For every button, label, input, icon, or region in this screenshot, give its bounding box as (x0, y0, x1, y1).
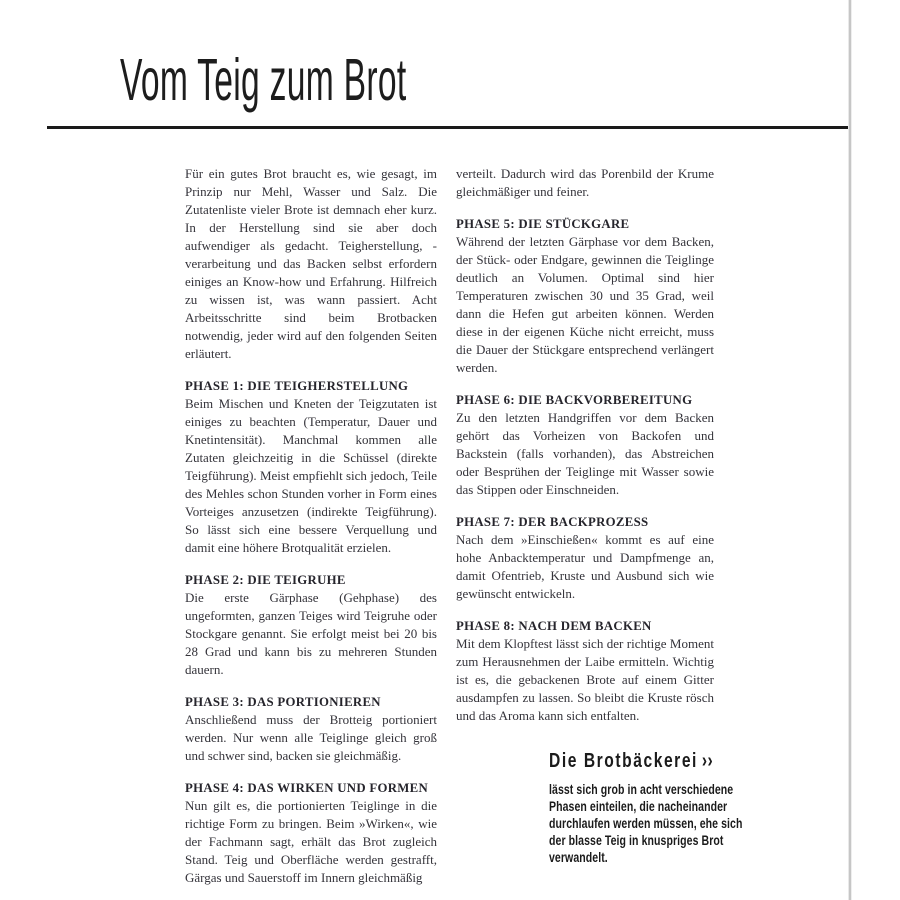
continuation-paragraph: verteilt. Dadurch wird das Porenbild der Krume gleichmäßiger und feiner. (456, 166, 714, 199)
phase-heading: PHASE 8: NACH DEM BACKEN (456, 619, 652, 633)
phase-body: Nach dem »Einschießen« kommt es auf eine hohe Anbacktemperatur und Dampfmenge an, damit Ofentrieb, Kruste und Ausbund sich wie gewünscht entwickeln. (456, 532, 714, 601)
page-edge-line (849, 0, 851, 900)
column-left (185, 165, 437, 887)
phase-heading: PHASE 3: DAS PORTIONIEREN (185, 695, 381, 709)
callout-inner (549, 749, 754, 866)
phase-heading: PHASE 6: DIE BACKVORBEREITUNG (456, 393, 693, 407)
phase-heading: PHASE 7: DER BACKPROZESS (456, 515, 649, 529)
text-columns (185, 165, 743, 887)
phase-heading: PHASE 1: DIE TEIGHERSTELLUNG (185, 379, 409, 393)
phase-section-1 (185, 377, 437, 557)
phase-section-3 (185, 693, 437, 765)
phase-body: Zu den letzten Handgriffen vor dem Backen gehört das Vorheizen von Backofen und Backstein (falls vorhanden), das Abstreichen oder Besprühen der Teiglinge mit Wasser sowie das Stippen oder Einschneiden. (456, 410, 714, 497)
callout-heading (549, 749, 754, 773)
callout-heading-text: Die Brotbäckerei (549, 750, 698, 772)
intro-paragraph: Für ein gutes Brot braucht es, wie gesagt, im Prinzip nur Mehl, Wasser und Salz. Die Zutatenliste vieler Brote ist demnach eher kurz. In der Herstellung sind sie aber doch aufwendiger als gedacht. Teigherstellung, -verarbeitung und das Backen selbst erfordern einiges an Know-how und Erfahrung. Hilfreich zu wissen ist, was wann passiert. Acht Arbeitsschritte sind beim Brotbacken notwendig, jeder wird auf den folgenden Seiten erläutert. (185, 166, 437, 361)
phase-section-7 (456, 513, 714, 603)
phase-heading: PHASE 5: DIE STÜCKGARE (456, 217, 630, 231)
phase-section-4 (185, 779, 437, 887)
phase-section-5 (456, 215, 714, 377)
phase-body: Mit dem Klopftest lässt sich der richtige Moment zum Herausnehmen der Laibe ermitteln. Wichtig ist es, die gebackenen Brote auf einem Gitter ausdampfen zu lassen. So bleibt die Kruste rösch und das Aroma kann sich entfalten. (456, 636, 714, 723)
page-title: Vom Teig zum Brot (120, 47, 407, 113)
title-divider (47, 126, 851, 129)
phase-body: Die erste Gärphase (Gehphase) des ungeformten, ganzen Teiges wird Teigruhe oder Stockgare genannt. Sie erfolgt meist bei 20 bis 28 Grad und kann bis zu mehreren Stunden dauern. (185, 590, 437, 677)
phase-body: Anschließend muss der Brotteig portioniert werden. Nur wenn alle Teiglinge gleich groß und schwer sind, backen sie gleichmäßig. (185, 712, 437, 763)
phase-body: Nun gilt es, die portionierten Teiglinge in die richtige Form zu bringen. Beim »Wirken«, wie der Fachmann sagt, erhält das Brot zugleich Stand. Teig und Oberfläche werden gestrafft, Gärgas und Sauerstoff im Innern gleichmäßig (185, 798, 437, 885)
phase-heading: PHASE 4: DAS WIRKEN UND FORMEN (185, 781, 429, 795)
callout-brotbaeckerei (549, 749, 743, 866)
phase-body: Beim Mischen und Kneten der Teigzutaten ist einiges zu beachten (Temperatur, Dauer und Knetintensität). Manchmal kommen alle Zutaten gleichzeitig in die Schüssel (direkte Teigführung). Meist empfiehlt sich jedoch, Teile des Mehles schon Stunden vorher in Form eines Vorteiges anzusetzen (indirekte Teigführung). So lässt sich eine bessere Verquellung und damit eine höhere Brotqualität erzielen. (185, 396, 437, 555)
column-right (456, 165, 743, 887)
phase-heading: PHASE 2: DIE TEIGRUHE (185, 573, 346, 587)
callout-body: lässt sich grob in acht verschiedene Phasen einteilen, die nacheinander durchlaufen werden müssen, ehe sich der blasse Teig in knuspriges Brot verwandelt. (549, 782, 743, 865)
phase-section-2 (185, 571, 437, 679)
double-chevron-icon: ›› (701, 750, 714, 772)
phase-section-8 (456, 617, 714, 725)
phase-body: Während der letzten Gärphase vor dem Backen, der Stück- oder Endgare, gewinnen die Teiglinge deutlich an Volumen. Optimal sind hier Temperaturen zwischen 30 und 35 Grad, weil dann die Hefen gut arbeiten können. Werden diese in der eigenen Küche nicht erreicht, muss die Dauer der Stückgare entsprechend verlängert werden. (456, 234, 714, 375)
phase-section-6 (456, 391, 714, 499)
